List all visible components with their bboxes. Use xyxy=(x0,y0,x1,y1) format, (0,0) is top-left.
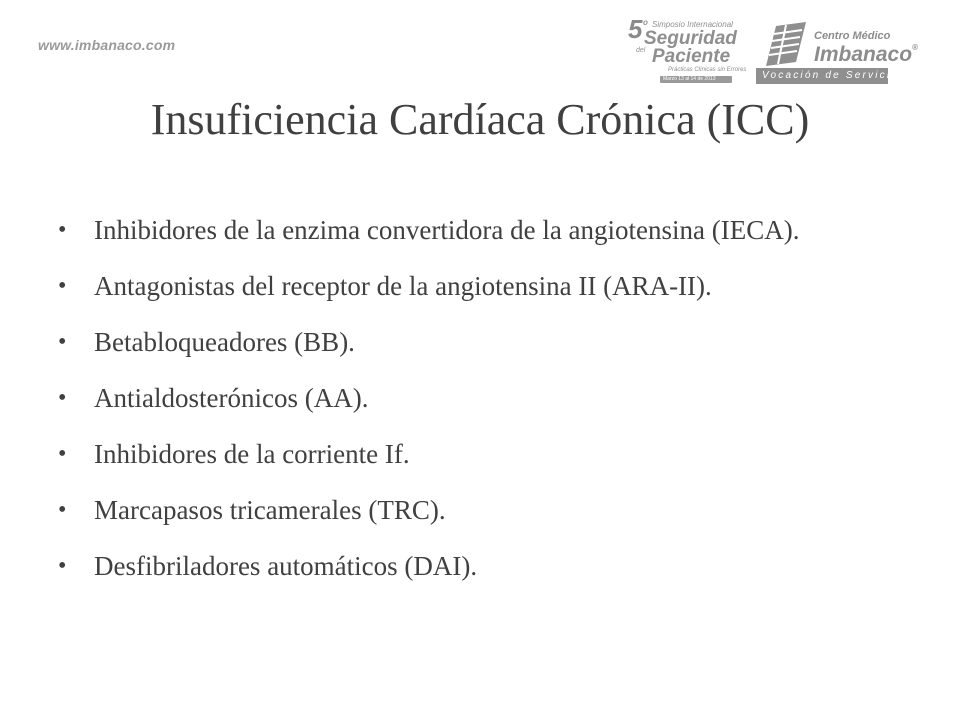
bullet-dot: • xyxy=(58,553,67,579)
bullet-dot: • xyxy=(58,385,67,411)
simposio-number: 5 xyxy=(628,14,643,44)
simposio-dates: Marzo 13 al 14 de 2013 xyxy=(663,76,716,82)
imbanaco-logo xyxy=(756,20,918,90)
bullet-text: Inhibidores de la corriente If. xyxy=(94,439,410,469)
bullet-list xyxy=(58,212,888,604)
website-url: www.imbanaco.com xyxy=(38,37,176,53)
bullet-text: Desfibriladores automáticos (DAI). xyxy=(94,551,478,581)
simposio-logo xyxy=(628,14,747,84)
bullet-item xyxy=(58,492,888,528)
bullet-text: Betabloqueadores (BB). xyxy=(94,327,355,357)
imbanaco-name-text: Imbanaco xyxy=(814,43,913,66)
simposio-line3-small: del xyxy=(636,47,646,54)
bullet-item xyxy=(58,380,888,416)
imbanaco-tagline: Vocación de Servicio xyxy=(762,70,900,81)
bullet-text: Inhibidores de la enzima convertidora de la angiotensina (IECA). xyxy=(94,215,800,245)
imbanaco-centro: Centro Médico xyxy=(814,30,891,42)
registered-mark: ® xyxy=(912,43,918,52)
imbanaco-name xyxy=(814,44,918,65)
bullet-dot: • xyxy=(58,273,67,299)
bullet-text: Antialdosterónicos (AA). xyxy=(94,383,369,413)
bullet-item xyxy=(58,548,888,584)
bullet-dot: • xyxy=(58,497,67,523)
bullet-item xyxy=(58,212,888,248)
slide-title: Insuficiencia Cardíaca Crónica (ICC) xyxy=(150,95,810,144)
bullet-dot: • xyxy=(58,441,67,467)
bullet-item xyxy=(58,268,888,304)
bullet-dot: • xyxy=(58,217,67,243)
imbanaco-building-icon xyxy=(762,22,810,66)
simposio-line4: Prácticas Clínicas sin Errores xyxy=(668,67,747,73)
bullet-text: Marcapasos tricamerales (TRC). xyxy=(94,495,446,525)
simposio-superscript: o xyxy=(643,18,648,27)
simposio-line2: Seguridad xyxy=(644,28,737,49)
bullet-text: Antagonistas del receptor de la angiotensina II (ARA-II). xyxy=(94,271,712,301)
bullet-dot: • xyxy=(58,329,67,355)
simposio-line1: Simposio Internacional xyxy=(652,20,733,29)
simposio-line3: Paciente xyxy=(652,46,731,67)
bullet-item xyxy=(58,436,888,472)
bullet-item xyxy=(58,324,888,360)
